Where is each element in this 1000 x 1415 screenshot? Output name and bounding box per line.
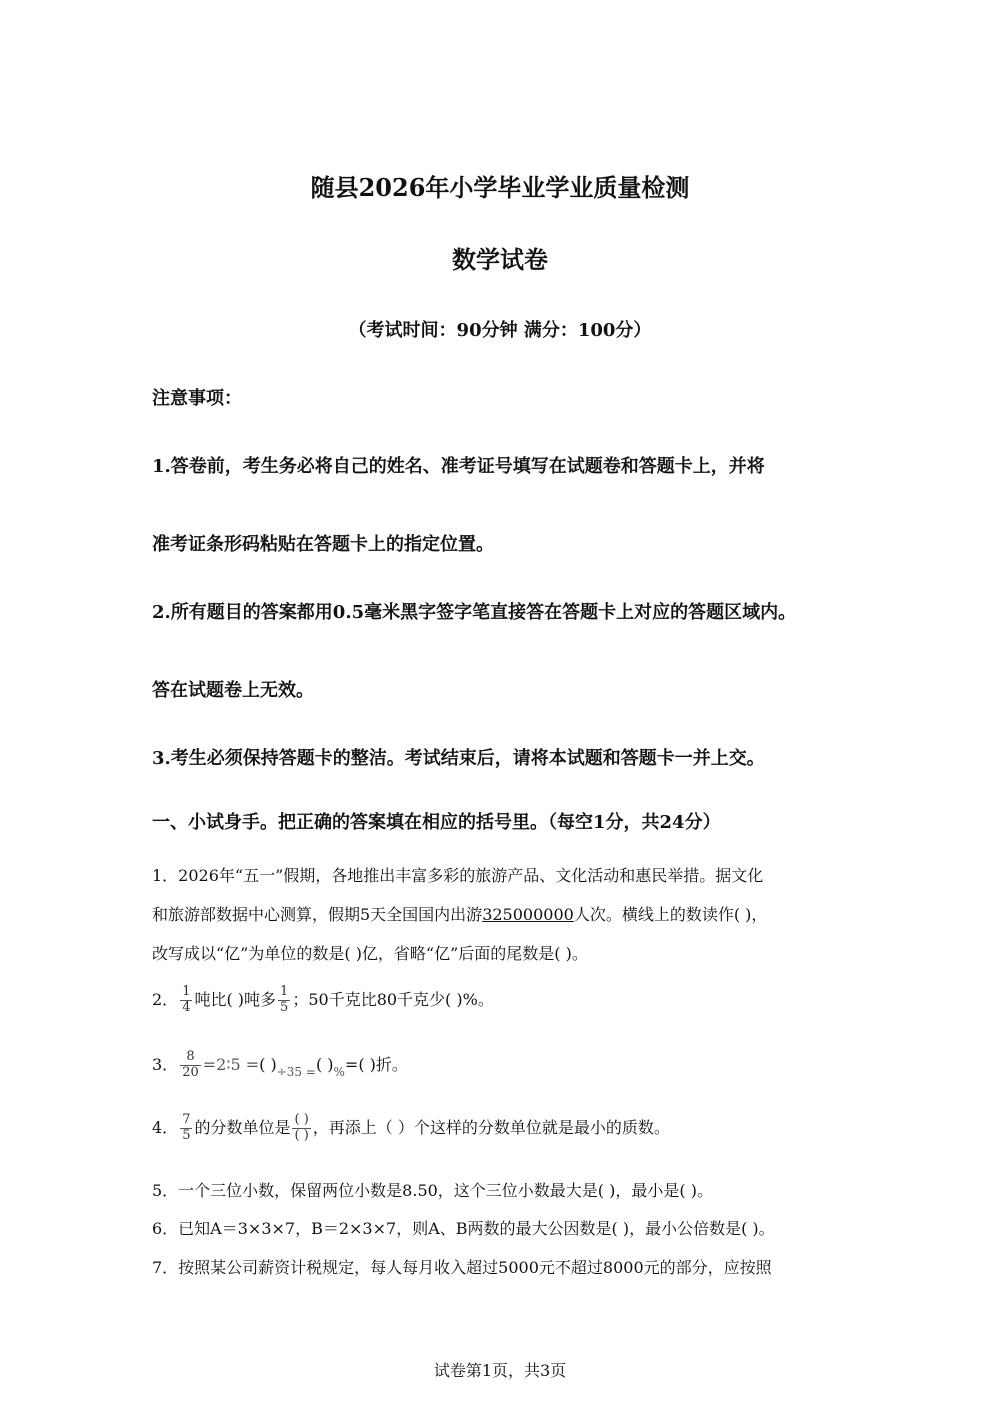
exam-subtitle: 数学试卷 <box>452 245 548 274</box>
section-1-heading: 一、小试身手。把正确的答案填在相应的括号里。（每空1分，共24分） <box>152 812 721 833</box>
note-2-line-2: 答在试题卷上无效。 <box>152 680 314 701</box>
question-1-line-2: 和旅游部数据中心测算，假期5天全国国内出游325000000人次。横线上的数读作( )， <box>152 905 768 924</box>
question-1-line-3: 改写成以“亿”为单位的数是( )亿，省略“亿”后面的尾数是( )。 <box>152 944 588 963</box>
underlined-number: 325000000 <box>482 905 574 924</box>
question-6: 6．已知A＝3×3×7，B＝2×3×7，则A、B两数的最大公因数是( )，最小公倍数是( )。 <box>152 1219 775 1238</box>
note-1-line-1: 1.答卷前，考生务必将自己的姓名、准考证号填写在试题卷和答题卡上，并将 <box>152 456 765 477</box>
fraction: $\frac{7}{5}$ <box>182 1112 191 1143</box>
fraction: $\frac{1}{5}$ <box>280 984 289 1015</box>
question-5: 5．一个三位小数，保留两位小数是8.50，这个三位小数最大是( )，最小是( )。 <box>152 1181 713 1200</box>
note-1-line-2: 准考证条形码粘贴在答题卡上的指定位置。 <box>152 534 494 555</box>
notes-heading: 注意事项： <box>152 388 242 409</box>
page-footer: 试卷第1页，共3页 <box>433 1361 567 1380</box>
question-1-line-1: 1．2026年“五一”假期，各地推出丰富多彩的旅游产品、文化活动和惠民举措。据文化 <box>152 866 764 885</box>
question-4: 4． $\frac{7}{5}$ 的分数单位是 $\frac{( )}{( )}$ ，再添上（ ）个这样的分数单位就是最小的质数。 <box>152 1112 670 1143</box>
fraction: $\frac{1}{4}$ <box>182 984 191 1015</box>
note-2-line-1: 2.所有题目的答案都用0.5毫米黑字签字笔直接答在答题卡上对应的答题区域内。 <box>152 602 797 623</box>
note-3: 3.考生必须保持答题卡的整洁。考试结束后，请将本试题和答题卡一并上交。 <box>152 748 765 769</box>
blank-fraction: $\frac{( )}{( )}$ <box>294 1112 309 1143</box>
fraction: $\frac{8}{20}$ <box>182 1049 199 1080</box>
exam-info: （考试时间：90分钟 满分：100分） <box>348 320 652 341</box>
question-2: 2． $\frac{1}{4}$ 吨比( )吨多 $\frac{1}{5}$ ；50千克比80千克少( )%。 <box>152 984 494 1015</box>
exam-title: 随县2026年小学毕业学业质量检测 <box>310 173 690 202</box>
question-3: 3． $\frac{8}{20}$ =2∶5 =( )$_{\div 35 =}$( )$_{\%}=$( )折。 <box>152 1049 408 1080</box>
question-7: 7．按照某公司薪资计税规定，每人每月收入超过5000元不超过8000元的部分，应按照 <box>152 1258 772 1277</box>
